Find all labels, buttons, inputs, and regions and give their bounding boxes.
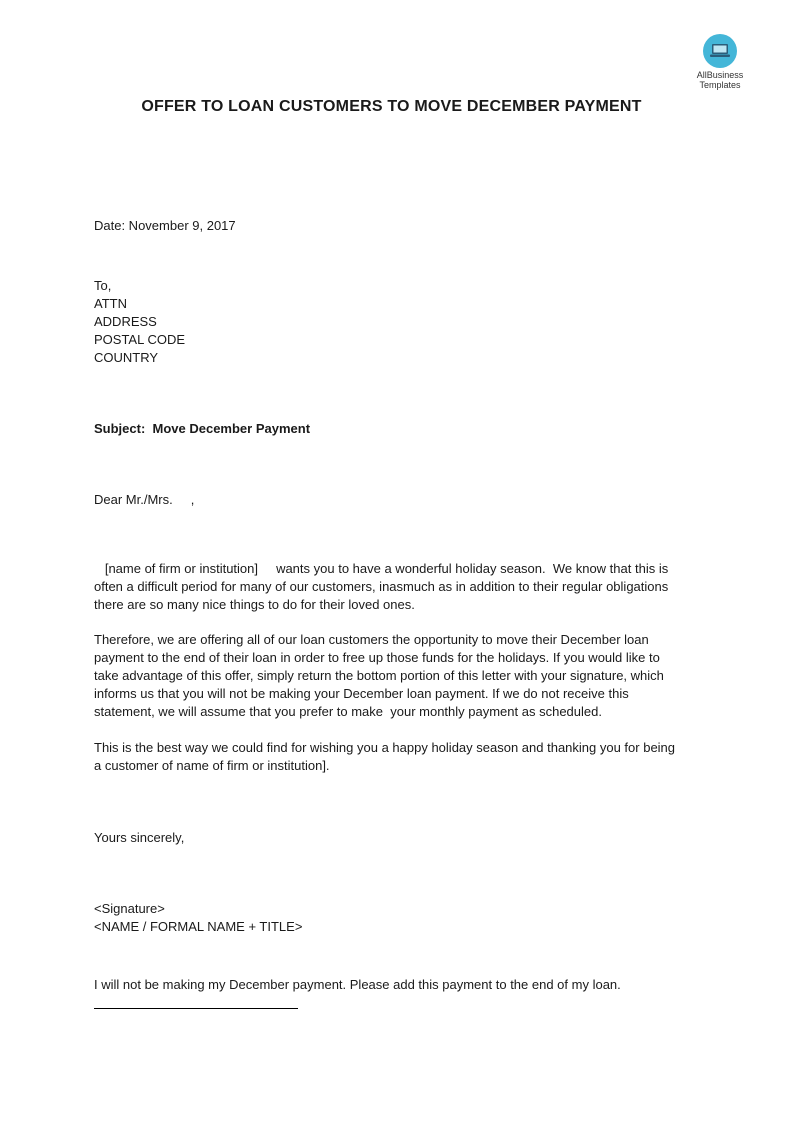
logo-text-line2: Templates bbox=[699, 80, 741, 90]
paragraph-2-line-2: payment to the end of their loan in order to free up those funds for the holidays. If you would like to bbox=[94, 650, 660, 665]
paragraph-2-line-5: statement, we will assume that you prefer to make your monthly payment as scheduled. bbox=[94, 704, 602, 719]
paragraph-3-line-2: a customer of name of firm or institution]. bbox=[94, 758, 330, 773]
letter-date: Date: November 9, 2017 bbox=[94, 218, 236, 233]
address-attn: ATTN bbox=[94, 296, 127, 311]
name-title-placeholder: <NAME / FORMAL NAME + TITLE> bbox=[94, 919, 303, 934]
paragraph-3-line-1: This is the best way we could find for wishing you a happy holiday season and thanking you for being bbox=[94, 740, 676, 755]
paragraph-1-line-2: often a difficult period for many of our customers, inasmuch as in addition to their regular obligations bbox=[94, 579, 669, 594]
paragraph-1-line-3: there are so many nice things to do for their loved ones. bbox=[94, 597, 415, 612]
allbusiness-logo bbox=[690, 34, 750, 90]
laptop-icon bbox=[703, 34, 737, 68]
address-line: ADDRESS bbox=[94, 314, 157, 329]
signature-line bbox=[94, 1008, 298, 1009]
letter-subject: Subject: Move December Payment bbox=[94, 421, 311, 436]
document-title: OFFER TO LOAN CUSTOMERS TO MOVE DECEMBER PAYMENT bbox=[141, 98, 642, 115]
paragraph-1-line-1: [name of firm or institution] wants you to have a wonderful holiday season. We know that this is bbox=[94, 561, 669, 576]
signature-placeholder: <Signature> bbox=[94, 901, 165, 916]
closing: Yours sincerely, bbox=[94, 830, 185, 845]
paragraph-2-line-4: informs us that you will not be making your December loan payment. If we do not receive this bbox=[94, 686, 629, 701]
salutation: Dear Mr./Mrs. , bbox=[94, 492, 195, 507]
confirmation-statement: I will not be making my December payment. Please add this payment to the end of my loan. bbox=[94, 977, 621, 992]
paragraph-2-line-3: take advantage of this offer, simply return the bottom portion of this letter with your signature, which bbox=[94, 668, 664, 683]
paragraph-2-line-1: Therefore, we are offering all of our loan customers the opportunity to move their December loan bbox=[94, 632, 649, 647]
address-to: To, bbox=[94, 278, 112, 293]
address-country: COUNTRY bbox=[94, 350, 159, 365]
address-postal-code: POSTAL CODE bbox=[94, 332, 186, 347]
logo-text-line1: AllBusiness bbox=[696, 70, 744, 80]
